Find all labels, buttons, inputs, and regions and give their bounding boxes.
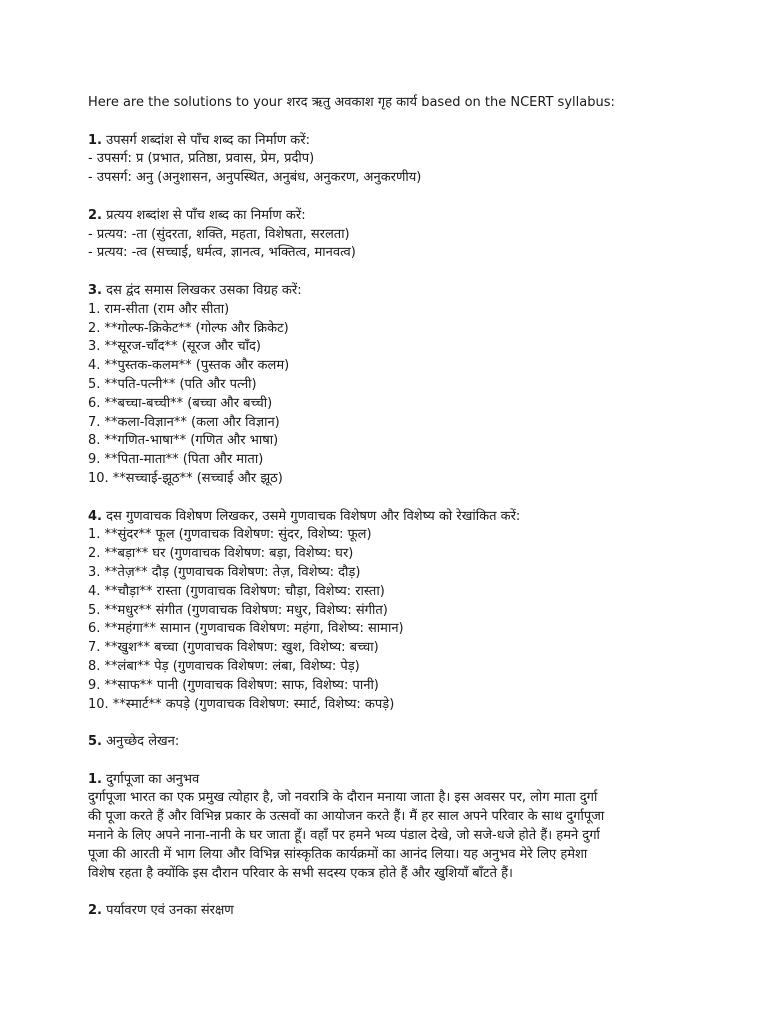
section-4-item: 7. **खुश** बच्चा (गुणवाचक विशेषण: खुश, विशेष्य: बच्चा) [88,640,379,656]
document-body [88,94,748,921]
section-3-title: दस द्वंद समास लिखकर उसका विग्रह करें: [101,282,302,298]
spacer [88,263,748,282]
section-2-title: प्रत्यय शब्दांश से पाँच शब्द का निर्माण करें: [101,207,306,223]
section-2-item: - प्रत्यय: -ता (सुंदरता, शक्ति, महता, विशेषता, सरलता) [88,226,350,242]
essay-1-line: मनाने के लिए अपने नाना-नानी के घर जाता हूँ। वहाँ पर हमने भव्य पंडाल देखे, जो सजे-धजे होते हैं। हमने दुर्गा [88,828,600,844]
section-4-item: 3. **तेज़** दौड़ (गुणवाचक विशेषण: तेज़, विशेष्य: दौड़) [88,564,361,580]
section-1-title: उपसर्ग शब्दांश से पाँच शब्द का निर्माण करें: [101,132,310,148]
spacer [88,489,748,508]
essay-2-heading [88,902,748,921]
essay-1-line: पूजा की आरती में भाग लिया और विभिन्न सांस्कृतिक कार्यक्रमों का आनंद लिया। यह अनुभव मेरे लिए हमेशा [88,846,588,862]
spacer [88,714,748,733]
section-4-title: दस गुणवाचक विशेषण लिखकर, उसमे गुणवाचक विशेषण और विशेष्य को रेखांकित करें: [101,508,521,524]
section-5-title: अनुच्छेद लेखन: [101,734,180,750]
section-3-item: 2. **गोल्फ-क्रिकेट** (गोल्फ और क्रिकेट) [88,320,289,336]
spacer [88,188,748,207]
section-5-heading [88,733,748,752]
section-3-item: 3. **सूरज-चाँद** (सूरज और चाँद) [88,339,261,355]
section-1-item: - उपसर्ग: प्र (प्रभात, प्रतिष्ठा, प्रवास, प्रेम, प्रदीप) [88,151,315,167]
essay-1-number: 1. [88,771,102,787]
spacer [88,113,748,132]
section-2-number: 2. [88,207,102,223]
section-4-item: 2. **बड़ा** घर (गुणवाचक विशेषण: बड़ा, विशेष्य: घर) [88,546,354,562]
section-3-item: 6. **बच्चा-बच्ची** (बच्चा और बच्ची) [88,395,273,411]
spacer [88,883,748,902]
essay-1-line: की पूजा करते हैं और विभिन्न प्रकार के उत्सवों का आयोजन करते हैं। मैं हर साल अपने परिवार के साथ दुर्गापूजा [88,809,605,825]
section-1-heading [88,132,748,151]
essay-1-line: विशेष रहता है क्योंकि इस दौरान परिवार के सभी सदस्य एकत्र होते हैं और खुशियाँ बाँटते हैं। [88,865,513,881]
section-4-item: 8. **लंबा** पेड़ (गुणवाचक विशेषण: लंबा, विशेष्य: पेड़) [88,658,360,674]
section-4-item: 4. **चौड़ा** रास्ता (गुणवाचक विशेषण: चौड़ा, विशेष्य: रास्ता) [88,583,385,599]
section-4-item: 5. **मधुर** संगीत (गुणवाचक विशेषण: मधुर, विशेष्य: संगीत) [88,602,388,618]
section-4-item: 6. **महंगा** सामान (गुणवाचक विशेषण: महंगा, विशेष्य: सामान) [88,621,404,637]
essay-1-title: दुर्गापूजा का अनुभव [101,771,200,787]
section-3-number: 3. [88,282,102,298]
section-3-item: 1. राम-सीता (राम और सीता) [88,301,230,317]
section-2-item: - प्रत्यय: -त्व (सच्चाई, धर्मत्व, ज्ञानत्व, भक्तित्व, मानवत्व) [88,245,356,261]
section-5-number: 5. [88,734,102,750]
section-1-item: - उपसर्ग: अनु (अनुशासन, अनुपस्थित, अनुबंध, अनुकरण, अनुकरणीय) [88,170,422,186]
section-3-item: 9. **पिता-माता** (पिता और माता) [88,452,264,468]
section-3-item: 7. **कला-विज्ञान** (कला और विज्ञान) [88,414,280,430]
section-4-item: 9. **साफ** पानी (गुणवाचक विशेषण: साफ, विशेष्य: पानी) [88,677,379,693]
section-2-heading [88,207,748,226]
spacer [88,752,748,771]
section-4-heading [88,508,748,527]
section-4-item: 1. **सुंदर** फूल (गुणवाचक विशेषण: सुंदर, विशेष्य: फूल) [88,527,372,543]
section-4-number: 4. [88,508,102,524]
section-3-item: 8. **गणित-भाषा** (गणित और भाषा) [88,433,279,449]
section-1-number: 1. [88,132,102,148]
section-3-heading [88,282,748,301]
essay-2-title: पर्यावरण एवं उनका संरक्षण [101,903,234,919]
section-3-item: 5. **पति-पत्नी** (पति और पत्नी) [88,376,257,392]
essay-1-heading [88,771,748,790]
essay-1-line: दुर्गापूजा भारत का एक प्रमुख त्योहार है, जो नवरात्रि के दौरान मनाया जाता है। इस अवसर पर, लोग माता दुर्गा [88,790,598,806]
section-3-item: 10. **सच्चाई-झूठ** (सच्चाई और झूठ) [88,470,283,486]
intro-line: Here are the solutions to your शरद ऋतु अवकाश गृह कार्य based on the NCERT syllabus: [88,95,615,110]
section-4-item: 10. **स्मार्ट** कपड़े (गुणवाचक विशेषण: स्मार्ट, विशेष्य: कपड़े) [88,696,395,712]
section-3-item: 4. **पुस्तक-कलम** (पुस्तक और कलम) [88,358,290,374]
essay-2-number: 2. [88,903,102,919]
